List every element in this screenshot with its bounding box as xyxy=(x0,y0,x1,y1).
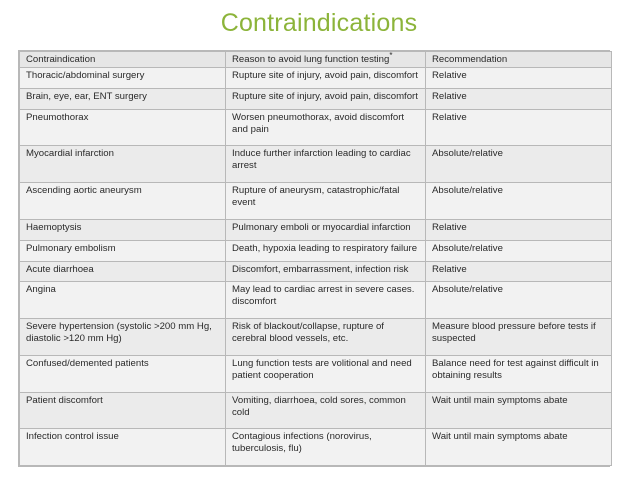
cell-reason: Rupture of aneurysm, catastrophic/fatal event xyxy=(226,183,425,219)
table-row xyxy=(20,393,611,429)
table-row xyxy=(20,110,611,146)
cell-recommendation: Wait until main symptoms abate xyxy=(426,393,611,429)
cell-recommendation: Wait until main symptoms abate xyxy=(426,429,611,465)
cell-contraindication: Confused/demented patients xyxy=(20,356,225,392)
table-row xyxy=(20,89,611,109)
cell-reason: Death, hypoxia leading to respiratory failure xyxy=(226,241,425,261)
table-row xyxy=(20,282,611,318)
cell-reason: Rupture site of injury, avoid pain, discomfort xyxy=(226,89,425,109)
header-recommendation: Recommendation xyxy=(426,52,611,67)
table-row xyxy=(20,262,611,282)
cell-contraindication: Brain, eye, ear, ENT surgery xyxy=(20,89,225,109)
slide-title: Contraindications xyxy=(220,9,418,37)
cell-reason: Lung function tests are volitional and need patient cooperation xyxy=(226,356,425,392)
table-row xyxy=(20,356,611,392)
header-reason-text: Reason to avoid lung function testing xyxy=(232,54,390,65)
table-row xyxy=(20,146,611,182)
table-row xyxy=(20,68,611,88)
table-row xyxy=(20,241,611,261)
cell-reason: Worsen pneumothorax, avoid discomfort and pain xyxy=(226,110,425,146)
cell-contraindication: Ascending aortic aneurysm xyxy=(20,183,225,219)
header-reason-mark: * xyxy=(389,52,393,60)
cell-recommendation: Relative xyxy=(426,89,611,109)
table-row xyxy=(20,183,611,219)
cell-contraindication: Pneumothorax xyxy=(20,110,225,146)
table-row xyxy=(20,220,611,240)
cell-contraindication: Infection control issue xyxy=(20,429,225,465)
contraindications-table xyxy=(19,51,612,466)
cell-contraindication: Myocardial infarction xyxy=(20,146,225,182)
cell-reason: Discomfort, embarrassment, infection risk xyxy=(226,262,425,282)
cell-recommendation: Relative xyxy=(426,220,611,240)
cell-reason: Vomiting, diarrhoea, cold sores, common cold xyxy=(226,393,425,429)
cell-recommendation: Relative xyxy=(426,262,611,282)
cell-contraindication: Severe hypertension (systolic >200 mm Hg, diastolic >120 mm Hg) xyxy=(20,319,225,355)
cell-recommendation: Absolute/relative xyxy=(426,241,611,261)
cell-recommendation: Relative xyxy=(426,68,611,88)
cell-reason: Pulmonary emboli or myocardial infarction xyxy=(226,220,425,240)
cell-reason: May lead to cardiac arrest in severe cases. discomfort xyxy=(226,282,425,318)
cell-reason: Rupture site of injury, avoid pain, discomfort xyxy=(226,68,425,88)
cell-recommendation: Absolute/relative xyxy=(426,146,611,182)
cell-reason: Contagious infections (norovirus, tuberculosis, flu) xyxy=(226,429,425,465)
cell-contraindication: Haemoptysis xyxy=(20,220,225,240)
cell-recommendation: Absolute/relative xyxy=(426,282,611,318)
table-header-row xyxy=(20,52,611,67)
cell-contraindication: Angina xyxy=(20,282,225,318)
cell-reason: Risk of blackout/collapse, rupture of cerebral blood vessels, etc. xyxy=(226,319,425,355)
cell-contraindication: Patient discomfort xyxy=(20,393,225,429)
contraindications-table-frame xyxy=(18,50,610,467)
cell-contraindication: Acute diarrhoea xyxy=(20,262,225,282)
cell-recommendation: Absolute/relative xyxy=(426,183,611,219)
cell-contraindication: Pulmonary embolism xyxy=(20,241,225,261)
header-reason xyxy=(226,52,425,67)
header-contraindication: Contraindication xyxy=(20,52,225,67)
cell-recommendation: Relative xyxy=(426,110,611,146)
table-row xyxy=(20,429,611,465)
cell-contraindication: Thoracic/abdominal surgery xyxy=(20,68,225,88)
cell-recommendation: Balance need for test against difficult in obtaining results xyxy=(426,356,611,392)
cell-reason: Induce further infarction leading to cardiac arrest xyxy=(226,146,425,182)
cell-recommendation: Measure blood pressure before tests if suspected xyxy=(426,319,611,355)
table-row xyxy=(20,319,611,355)
